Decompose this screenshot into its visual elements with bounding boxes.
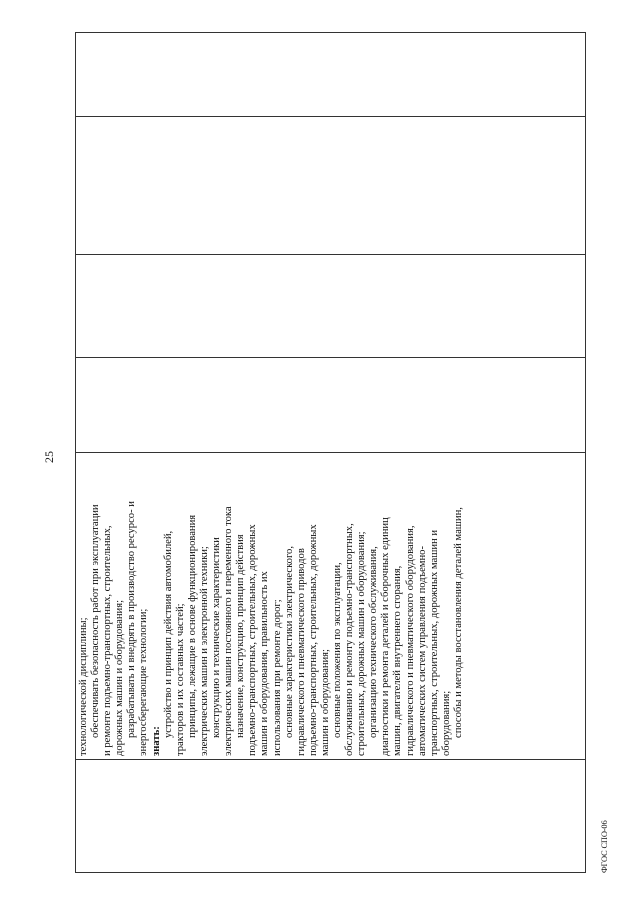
text-line: способы и методы восстановления деталей машин, xyxy=(452,507,464,738)
text-line: дорожных машин и оборудования; xyxy=(114,599,126,756)
code-cell xyxy=(76,760,586,873)
page-number: 25 xyxy=(42,451,56,463)
text-line: тракторов и их составных частей; xyxy=(174,603,186,756)
text-line: транспортных, строительных, дорожных машин и xyxy=(428,529,440,756)
rotated-page xyxy=(42,33,609,873)
text-line: технологической дисциплины; xyxy=(78,617,89,756)
text-line: электрических машин и электронной техники; xyxy=(198,546,210,756)
text-line: строительных, дорожных машин и оборудования; xyxy=(356,531,368,756)
text-line: устройство и принцип действия автомобилей, xyxy=(162,530,174,738)
text-line: оборудования; xyxy=(440,690,452,756)
text-line: и ремонте подъемно-транспортных, строительных, xyxy=(102,525,114,756)
empty-cell xyxy=(76,255,586,358)
text-line: гидравлического и пневматического оборудования, xyxy=(404,525,416,756)
text-line: конструкцию и технические характеристики xyxy=(211,537,223,738)
text-line: принципы, лежащие в основе функционирования xyxy=(186,514,198,738)
text-line: назначение, конструкцию, принцип действия xyxy=(235,534,247,738)
text-line: машин и оборудования; xyxy=(319,649,331,756)
text-line: машин и оборудования, правильность их xyxy=(259,571,271,756)
text-line: использования при ремонте дорог; xyxy=(271,599,283,756)
text-line: гидравлического и пневматического приводов xyxy=(295,548,307,756)
content-cell xyxy=(76,453,586,760)
text-line: знать: xyxy=(150,726,162,756)
text-line: основные положения по эксплуатации, xyxy=(331,562,343,738)
text-line: электрических машин постоянного и переменного тока xyxy=(223,506,235,756)
text-line: подъемно-транспортных, строительных, дорожных xyxy=(247,524,259,756)
text-line: организацию технического обслуживания, xyxy=(368,546,380,738)
empty-cell xyxy=(76,33,586,117)
text-line: обеспечивать безопасность работ при эксплуатации xyxy=(90,504,102,738)
footer-code: ФГОС СПО-06 xyxy=(599,820,609,873)
competency-text xyxy=(76,453,465,759)
text-line: обслуживанию и ремонту подъемно-транспортных, xyxy=(344,523,356,756)
text-line: основные характеристики электрического, xyxy=(283,545,295,738)
text-line: машин, двигателей внутреннего сгорания, xyxy=(392,565,404,756)
text-line: автоматических систем управления подъемно- xyxy=(416,545,428,756)
text-line: подъемно-транспортных, строительных, дорожных xyxy=(307,524,319,756)
empty-cell xyxy=(76,117,586,255)
table-row xyxy=(76,33,586,873)
text-line: разрабатывать и внедрять в производство ресурсо- и xyxy=(126,501,138,738)
standards-table xyxy=(75,32,586,873)
text-line: энергосберегающие технологии; xyxy=(138,608,150,756)
empty-cell xyxy=(76,358,586,453)
text-line: диагностики и ремонта деталей и сборочных единиц xyxy=(380,517,392,756)
